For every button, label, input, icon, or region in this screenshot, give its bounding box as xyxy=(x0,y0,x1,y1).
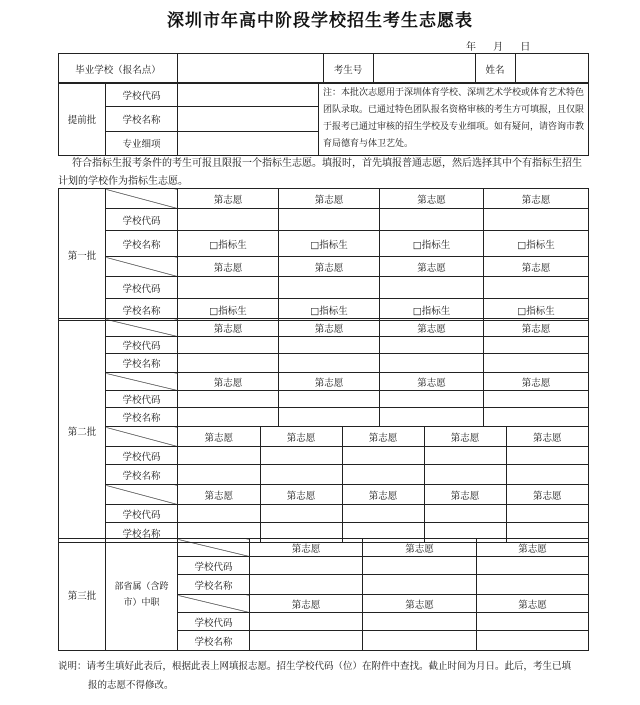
b1-code-input[interactable] xyxy=(279,277,380,299)
b3-pref: 第志愿 xyxy=(477,595,589,613)
b2-pref: 第志愿 xyxy=(178,373,279,391)
exam-no-label: 考生号 xyxy=(323,54,373,83)
footer-line-1: 说明：请考生填好此表后，根据此表上网填报志愿。招生学校代码（位）在附件中查找。截止时间为月日。此后，考生已填 xyxy=(58,661,572,672)
b2-input[interactable] xyxy=(178,447,260,464)
b3-input[interactable] xyxy=(477,557,589,575)
b2-pref: 第志愿 xyxy=(380,373,484,391)
b3-pref: 第志愿 xyxy=(363,595,477,613)
b2-input[interactable] xyxy=(424,505,506,522)
b2-input[interactable] xyxy=(178,465,260,484)
batch3-diag-cell xyxy=(178,595,250,613)
b3-pref: 第志愿 xyxy=(363,539,477,557)
b2-pref: 第志愿 xyxy=(279,319,380,337)
name-label: 姓名 xyxy=(475,54,515,83)
b2-pref5: 第志愿 xyxy=(424,485,506,504)
batch1-label: 第一批 xyxy=(59,189,106,321)
b1-pref: 第志愿 xyxy=(178,257,279,277)
b3-input[interactable] xyxy=(477,613,589,631)
adv-name-input[interactable] xyxy=(178,107,319,131)
b1-code-label: 学校代码 xyxy=(106,277,178,299)
form-title: 深圳市年高中阶段学校招生考生志愿表 xyxy=(167,11,473,31)
b2-name-label: 学校名称 xyxy=(106,523,178,543)
advance-notice: 注：本批次志愿用于深圳体育学校、深圳艺术学校或体育艺术特色团队录取。已通过特色团队报名资格审核的考生方可填报，且仅限于报考已通过审核的招生学校及专业细项。如有疑问，请咨询市教育局德育与体卫艺处。 xyxy=(319,83,589,156)
b2-input[interactable] xyxy=(342,465,424,484)
adv-name-label: 学校名称 xyxy=(106,107,178,131)
b1-quota-checkbox[interactable]: □指标生 xyxy=(380,299,484,321)
b1-quota-checkbox[interactable]: □指标生 xyxy=(484,231,589,257)
b2-pref5: 第志愿 xyxy=(424,427,506,446)
b2-input[interactable] xyxy=(506,465,588,484)
b2-input[interactable] xyxy=(260,447,342,464)
b2-input[interactable] xyxy=(342,505,424,522)
b2-pref5: 第志愿 xyxy=(260,427,342,446)
batch2-label: 第二批 xyxy=(59,319,106,543)
b2-pref5: 第志愿 xyxy=(532,490,562,502)
date-line: 年 月 日 xyxy=(466,42,531,53)
b2-input[interactable] xyxy=(279,337,380,354)
b3-input[interactable] xyxy=(363,557,477,575)
b1-pref: 第志愿 xyxy=(279,257,380,277)
b2-pref5: 第志愿 xyxy=(178,427,260,446)
b2-input[interactable] xyxy=(380,337,484,354)
b2-input[interactable] xyxy=(484,408,589,427)
school-label: 毕业学校（报名点） xyxy=(59,54,178,84)
advance-batch-table xyxy=(58,82,589,156)
b1-name-label: 学校名称 xyxy=(106,231,178,257)
batch3-sub-label: 部省属（含跨市）中职 xyxy=(106,539,178,651)
batch3-diag-cell xyxy=(178,539,250,557)
b2-input[interactable] xyxy=(380,408,484,427)
b2-input[interactable] xyxy=(506,447,588,464)
b2-code-label: 学校代码 xyxy=(106,391,178,408)
b1-pref: 第志愿 xyxy=(484,189,589,209)
b1-pref: 第志愿 xyxy=(484,257,589,277)
b2-input[interactable] xyxy=(380,354,484,373)
b2-input[interactable] xyxy=(279,408,380,427)
top-table xyxy=(58,53,589,84)
b1-pref: 第志愿 xyxy=(380,189,484,209)
b1-code-input[interactable] xyxy=(178,209,279,231)
b2-input[interactable] xyxy=(178,354,279,373)
b2-pref5: 第志愿 xyxy=(342,485,424,504)
b3-input[interactable] xyxy=(250,613,363,631)
b2-input[interactable] xyxy=(279,391,380,408)
batch2-table xyxy=(58,318,589,543)
b1-pref: 第志愿 xyxy=(380,257,484,277)
b3-input[interactable] xyxy=(477,631,589,651)
b1-quota-checkbox[interactable]: □指标生 xyxy=(178,231,279,257)
b2-pref: 第志愿 xyxy=(279,373,380,391)
b2-pref: 第志愿 xyxy=(380,319,484,337)
adv-major-input[interactable] xyxy=(178,131,319,155)
exam-no-input[interactable] xyxy=(373,54,475,83)
instruction-text: 符合指标生报考条件的考生可报且限报一个指标生志愿。填报时，首先填报普通志愿，然后选择其中个有指标生招生计划的学校作为指标生志愿。 xyxy=(58,158,582,187)
b3-input[interactable] xyxy=(363,631,477,651)
batch3-table xyxy=(58,538,589,651)
batch3-label: 第三批 xyxy=(59,539,106,651)
b3-input[interactable] xyxy=(477,575,589,595)
b1-code-input[interactable] xyxy=(380,277,484,299)
b2-input[interactable] xyxy=(506,505,588,522)
footer-note xyxy=(58,657,590,695)
adv-code-input[interactable] xyxy=(178,83,319,107)
b3-pref: 第志愿 xyxy=(250,595,363,613)
advance-batch-label: 提前批 xyxy=(59,83,106,156)
b2-pref: 第志愿 xyxy=(484,319,589,337)
batch1-diag-cell xyxy=(106,189,178,209)
adv-major-label: 专业细项 xyxy=(106,131,178,155)
b3-input[interactable] xyxy=(363,575,477,595)
b2-input[interactable] xyxy=(279,354,380,373)
b2-input[interactable] xyxy=(342,447,424,464)
b2-code-label: 学校代码 xyxy=(106,505,178,523)
b2-input[interactable] xyxy=(260,465,342,484)
batch1-table xyxy=(58,188,589,321)
b2-name-label: 学校名称 xyxy=(106,354,178,373)
footer-line-2: 报的志愿不得修改。 xyxy=(88,680,174,691)
b3-input[interactable] xyxy=(250,575,363,595)
b2-input[interactable] xyxy=(484,391,589,408)
batch1-diag-cell xyxy=(106,257,178,277)
b1-code-input[interactable] xyxy=(484,277,589,299)
b2-pref5: 第志愿 xyxy=(260,485,342,504)
b3-input[interactable] xyxy=(363,613,477,631)
b1-code-input[interactable] xyxy=(279,209,380,231)
b1-quota-checkbox[interactable]: □指标生 xyxy=(484,299,589,321)
b2-pref5: 第志愿 xyxy=(342,427,424,446)
b1-quota-checkbox[interactable]: □指标生 xyxy=(279,231,380,257)
b1-pref: 第志愿 xyxy=(178,189,279,209)
b3-input[interactable] xyxy=(250,557,363,575)
b2-input[interactable] xyxy=(424,447,506,464)
b2-code-label: 学校代码 xyxy=(106,337,178,354)
b2-input[interactable] xyxy=(178,408,279,427)
b1-pref: 第志愿 xyxy=(279,189,380,209)
b2-pref5: 第志愿 xyxy=(532,432,562,444)
b2-name-label: 学校名称 xyxy=(106,408,178,427)
b2-pref5: 第志愿 xyxy=(178,485,260,504)
b3-input[interactable] xyxy=(250,631,363,651)
b3-pref: 第志愿 xyxy=(477,539,589,557)
b3-code-label: 学校代码 xyxy=(178,613,250,631)
b2-input[interactable] xyxy=(484,337,589,354)
b2-code-label: 学校代码 xyxy=(106,447,178,465)
b3-name-label: 学校名称 xyxy=(178,631,250,651)
b1-code-input[interactable] xyxy=(484,209,589,231)
b2-input[interactable] xyxy=(260,505,342,522)
b3-name-label: 学校名称 xyxy=(178,575,250,595)
batch2-diag-cell xyxy=(106,427,178,447)
batch2-diag-cell xyxy=(106,319,178,337)
name-input[interactable] xyxy=(515,54,588,83)
b2-input[interactable] xyxy=(380,391,484,408)
b2-input[interactable] xyxy=(424,465,506,484)
b2-pref: 第志愿 xyxy=(484,373,589,391)
b2-input[interactable] xyxy=(178,505,260,522)
b2-input[interactable] xyxy=(484,354,589,373)
batch2-diag-cell xyxy=(106,373,178,391)
b3-pref: 第志愿 xyxy=(250,539,363,557)
b2-input[interactable] xyxy=(178,391,279,408)
b1-quota-checkbox[interactable]: □指标生 xyxy=(178,299,279,321)
school-input[interactable] xyxy=(178,54,323,83)
b1-code-input[interactable] xyxy=(178,277,279,299)
batch2-diag-cell xyxy=(106,485,178,505)
b1-code-input[interactable] xyxy=(380,209,484,231)
b3-code-label: 学校代码 xyxy=(178,557,250,575)
b1-name-label: 学校名称 xyxy=(106,299,178,321)
adv-code-label: 学校代码 xyxy=(106,83,178,107)
b2-pref: 第志愿 xyxy=(178,319,279,337)
b1-code-label: 学校代码 xyxy=(106,209,178,231)
b1-quota-checkbox[interactable]: □指标生 xyxy=(380,231,484,257)
b2-name-label: 学校名称 xyxy=(106,465,178,485)
b2-input[interactable] xyxy=(178,337,279,354)
b1-quota-checkbox[interactable]: □指标生 xyxy=(279,299,380,321)
